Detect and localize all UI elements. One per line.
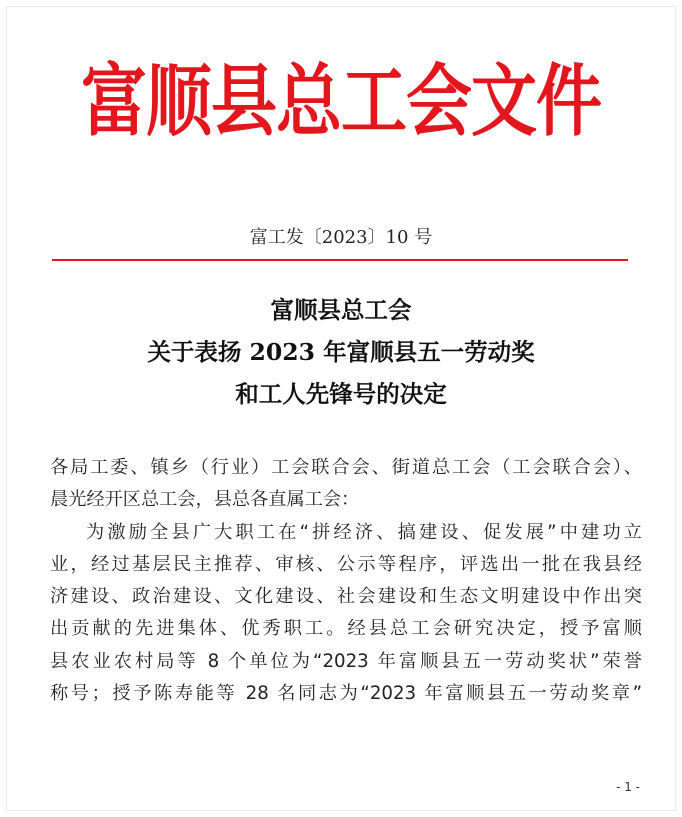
- addressee-line-1: 各局工委、镇乡（行业）工会联合会、街道总工会（工会联合会）、: [50, 457, 642, 478]
- body-line-1: 为激励全县广大职工在“拼经济、搞建设、促发展”中建功立: [86, 521, 642, 543]
- decision-title-line-3: 和工人先锋号的决定: [235, 380, 447, 408]
- page-number: - 1 -: [616, 780, 640, 794]
- body-line-6: 称号；授予陈寿能等 28 名同志为“2023 年富顺县五一劳动奖章”: [50, 683, 642, 705]
- body-line-3: 济建设、政治建设、文化建设、社会建设和生态文明建设中作出突: [50, 586, 642, 608]
- addressee-line-2: 晨光经开区总工会，县总各直属工会：: [50, 489, 360, 511]
- decision-title-line-2: 关于表扬 2023 年富顺县五一劳动奖: [147, 338, 535, 366]
- red-separator-line: [52, 259, 628, 261]
- body-line-4: 出贡献的先进集体、优秀职工。经县总工会研究决定，授予富顺: [50, 618, 642, 640]
- document-number: 富工发〔2023〕10 号: [249, 227, 433, 248]
- document-header-title: 富顺县总工会文件: [81, 55, 601, 148]
- body-line-2: 业，经过基层民主推荐、审核、公示等程序，评选出一批在我县经: [50, 553, 642, 575]
- document-body: [50, 452, 642, 710]
- decision-title-line-1: 富顺县总工会: [270, 296, 412, 324]
- body-line-5: 县农业农村局等 8 个单位为“2023 年富顺县五一劳动奖状”荣誉: [50, 650, 642, 672]
- decision-title: [0, 289, 682, 415]
